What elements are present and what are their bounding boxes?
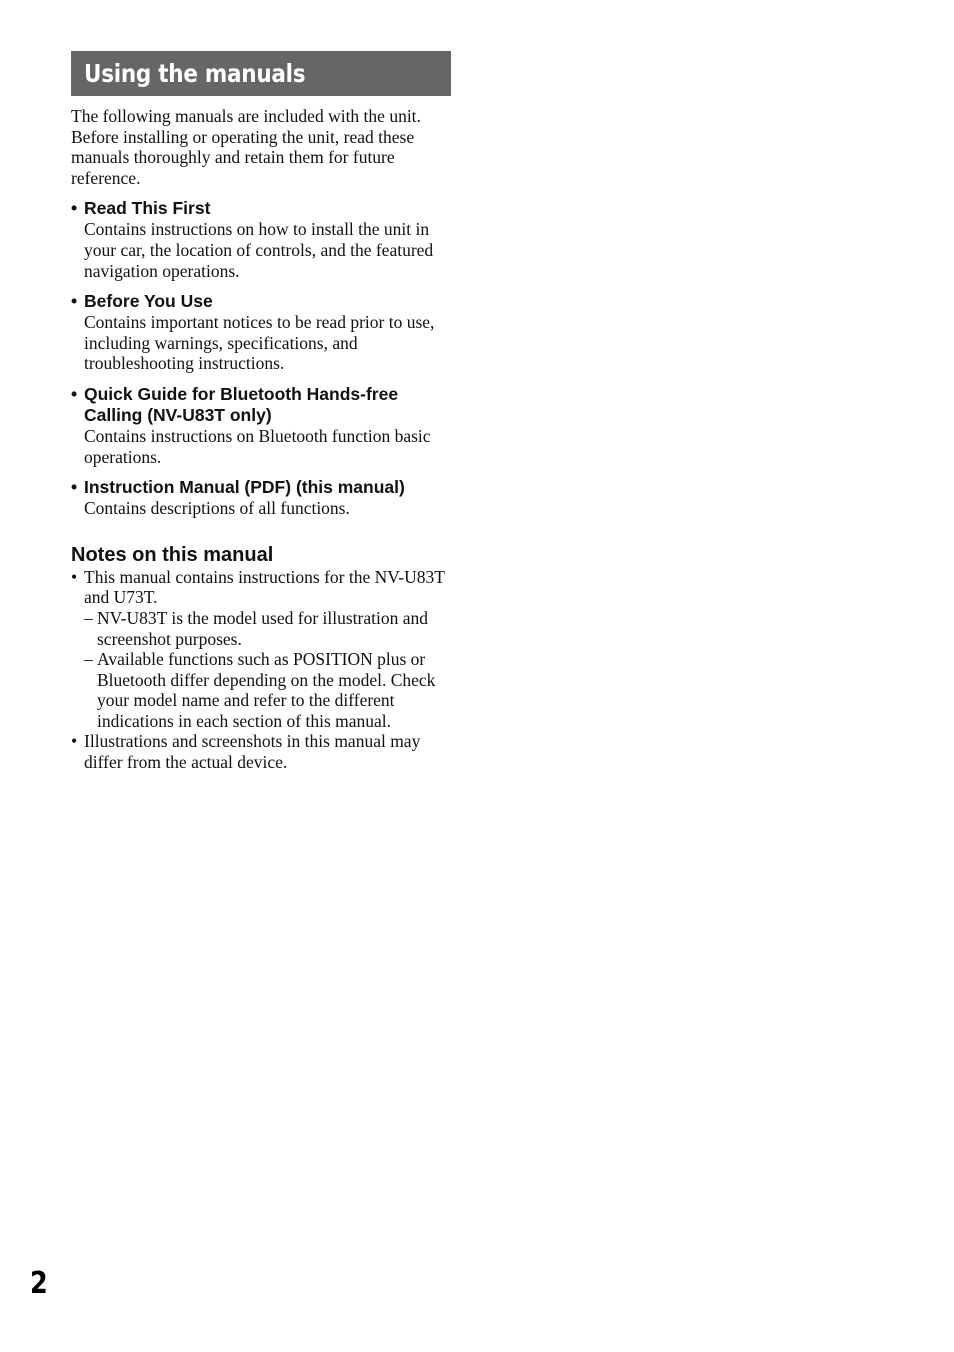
note-item xyxy=(71,731,451,772)
bullet-icon: • xyxy=(71,477,78,498)
section-title: Using the manuals xyxy=(84,59,306,88)
dash-icon: – xyxy=(84,649,93,670)
manual-name: Instruction Manual (PDF) (this manual) xyxy=(84,477,405,498)
sub-note-item xyxy=(84,649,451,731)
bullet-icon: • xyxy=(71,291,78,312)
intro-paragraph-1: The following manuals are included with the unit. xyxy=(71,106,421,126)
bullet-icon: • xyxy=(71,731,78,752)
intro-text xyxy=(71,106,451,188)
notes-heading: Notes on this manual xyxy=(71,543,274,566)
bullet-icon: • xyxy=(71,566,78,587)
note-text: This manual contains instructions for the NV-U83T and U73T. xyxy=(84,566,445,608)
manual-description: Contains instructions on how to install the unit in your car, the location of controls, and the featured navigation operations. xyxy=(84,219,434,281)
intro-paragraph-2: Before installing or operating the unit, read these manuals thoroughly and retain them for future reference. xyxy=(71,126,415,188)
manual-name: Read This First xyxy=(84,198,211,219)
sub-note-text: NV-U83T is the model used for illustration and screenshot purposes. xyxy=(97,607,429,649)
section-title-bar xyxy=(71,51,451,96)
manual-description: Contains instructions on Bluetooth function basic operations. xyxy=(84,425,431,467)
manual-item-read-this-first xyxy=(71,198,451,281)
bullet-icon: • xyxy=(71,383,78,404)
note-text: Illustrations and screenshots in this manual may differ from the actual device. xyxy=(84,731,421,773)
manual-item-before-you-use xyxy=(71,291,451,374)
bullet-icon: • xyxy=(71,198,78,219)
manual-name: Before You Use xyxy=(84,291,213,312)
sub-note-item xyxy=(84,608,451,649)
manual-name: Quick Guide for Bluetooth Hands-free Calling (NV-U83T only) xyxy=(84,383,399,425)
manual-item-instruction-manual xyxy=(71,477,451,519)
notes-list xyxy=(71,567,451,773)
sub-note-text: Available functions such as POSITION plus or Bluetooth differ depending on the model. Check your model name and refer to the different indications in each section of this manual. xyxy=(97,649,436,731)
sub-notes-list xyxy=(84,608,451,732)
dash-icon: – xyxy=(84,607,93,628)
note-item xyxy=(71,567,451,732)
manual-description: Contains descriptions of all functions. xyxy=(84,498,350,519)
manual-item-quick-guide xyxy=(71,384,451,467)
left-column xyxy=(71,51,451,773)
manual-description: Contains important notices to be read prior to use, including warnings, specifications, and troubleshooting instructions. xyxy=(84,312,435,374)
page-number: 2 xyxy=(30,1266,48,1301)
manual-list xyxy=(71,198,451,518)
